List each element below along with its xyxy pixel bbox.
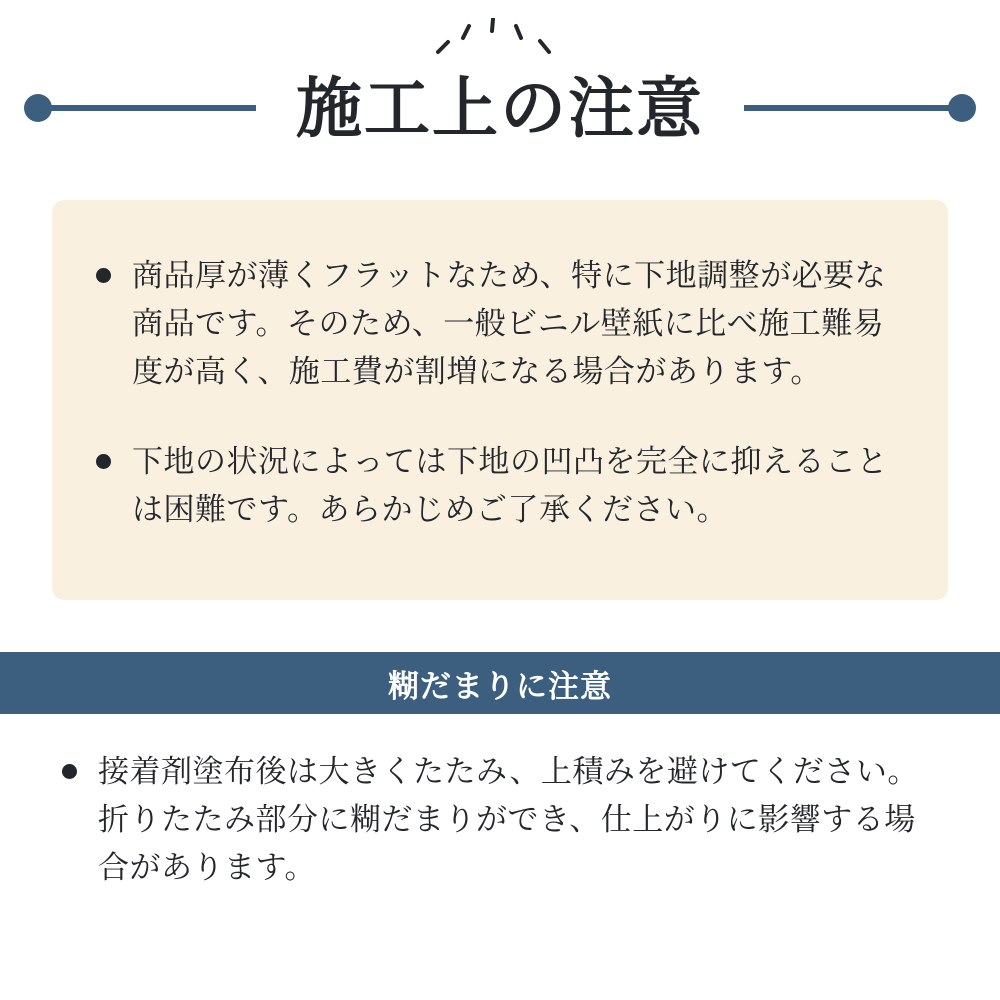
page-title: 施工上の注意 bbox=[278, 75, 722, 141]
burst-decoration-icon bbox=[430, 18, 570, 60]
glue-warning-list bbox=[52, 748, 938, 892]
list-item: 接着剤塗布後は大きくたたみ、上積みを避けてください。折りたたみ部分に糊だまりができ、仕上がりに影響する場合があります。 bbox=[52, 748, 938, 892]
title-row bbox=[0, 68, 1000, 148]
glue-warning-section bbox=[52, 748, 948, 892]
section-band-glue-warning bbox=[0, 652, 1000, 714]
section-band-label: 糊だまりに注意 bbox=[388, 668, 612, 704]
page-header bbox=[0, 0, 1000, 185]
list-item: 下地の状況によっては下地の凹凸を完全に抑えることは困難です。あらかじめご了承ください。 bbox=[86, 438, 908, 534]
list-item: 商品厚が薄くフラットなため、特に下地調整が必要な商品です。そのため、一般ビニル壁紙に比べ施工難易度が高く、施工費が割増になる場合があります。 bbox=[86, 252, 908, 396]
precautions-list bbox=[86, 252, 908, 534]
precautions-card bbox=[52, 200, 948, 600]
